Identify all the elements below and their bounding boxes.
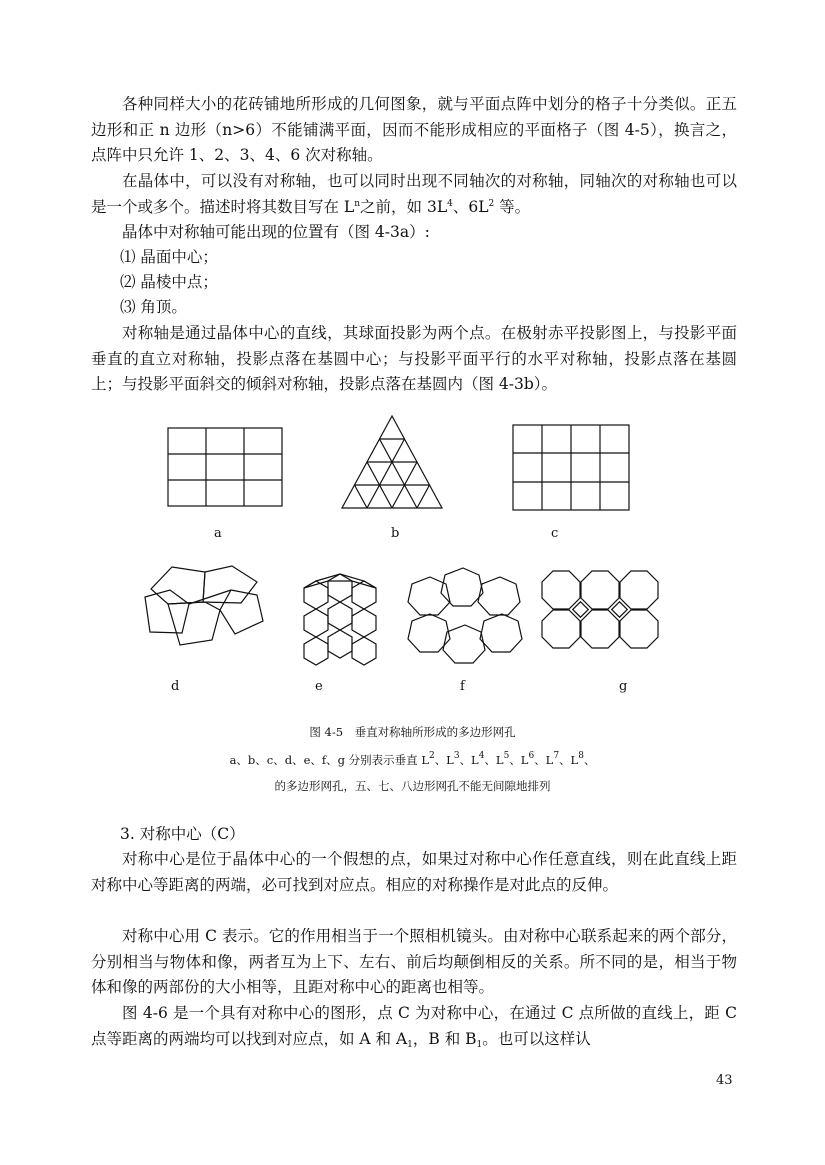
paragraph-tiling: 各种同样大小的花砖铺地所形成的几何图象，就与平面点阵中划分的格子十分类似。正五边形和正 n 边形（n>6）不能铺满平面，因而不能形成相应的平面格子（图 4-5），换言之，点阵中只允许 1、2、3、4、6 次对称轴。: [91, 95, 737, 164]
figure-label-a: a: [214, 526, 222, 541]
list-item: ⑵ 晶棱中点；: [120, 273, 218, 291]
figure-caption-line2: a、b、c、d、e、f、g 分别表示垂直 $L^2$、$L^3$、$L^4$、$L^5$、$L^6$、$L^7$、$L^8$、: [229, 751, 596, 767]
paragraph-center-camera: 对称中心用 C 表示。它的作用相当于一个照相机镜头。由对称中心联系起来的两个部分，分别相当与物体和像，两者互为上下、左右、前后均颠倒相反的关系。所不同的是，相当于物体和像的两部份的大小相等，且距对称中心的距离也相等。: [91, 927, 737, 996]
figure-4-5: [0, 410, 825, 700]
page-number: 43: [716, 1073, 733, 1088]
figure-f-heptagons: [408, 568, 522, 663]
superscript-4: 4: [447, 198, 453, 209]
figure-caption-title: 图 4-5 垂直对称轴所形成的多边形网孔: [309, 725, 516, 739]
list-item: ⑴ 晶面中心；: [120, 248, 218, 266]
figure-label-d: d: [171, 679, 180, 694]
paragraph-figure-4-6: 图 4-6 是一个具有对称中心的图形，点 C 为对称中心，在通过 C 点所做的直线上，距 C 点等距离的两端均可以找到对应点，如 A 和 $A_1$，B 和 $B_1$。也可以这样认: [91, 1004, 737, 1050]
paragraph-axis-count: 在晶体中，可以没有对称轴，也可以同时出现不同轴次的对称轴，同轴次的对称轴也可以是一个或多个。描述时将其数目写在 $L^n$之前，如 $3L^4$、$6L^2$ 等。: [91, 172, 737, 216]
figure-label-c: c: [551, 526, 559, 541]
figure-a-rect-grid: [168, 428, 282, 506]
section-heading: 3. 对称中心（C）: [120, 825, 245, 843]
list-item: ⑶ 角顶。: [120, 298, 187, 316]
figure-d-pentagons: [145, 566, 263, 645]
superscript-n: n: [354, 198, 361, 209]
figure-c-square-grid: [513, 425, 629, 510]
paragraph-center-definition: 对称中心是位于晶体中心的一个假想的点，如果过对称中心作任意直线，则在此直线上距对称中心等距离的两端，必可找到对应点。相应的对称操作是对此点的反伸。: [91, 850, 737, 894]
figure-label-g: g: [619, 679, 628, 694]
figure-g-octagons: [542, 571, 658, 648]
figure-caption-line3: 的多边形网孔，五、七、八边形网孔不能无间隙地排列: [274, 779, 551, 793]
figure-b-triangle-grid: [342, 416, 442, 508]
figure-label-f: f: [460, 679, 465, 694]
paragraph-projection: 对称轴是通过晶体中心的直线，其球面投影为两个点。在极射赤平投影图上，与投影平面垂直的直立对称轴，投影点落在基圆中心；与投影平面平行的水平对称轴，投影点落在基圆上；与投影平面斜交的倾斜对称轴，投影点落在基圆内（图 4-3b）。: [91, 324, 737, 393]
figure-e-hexagons: [304, 574, 376, 665]
figure-label-e: e: [315, 679, 323, 694]
paragraph-axis-positions: 晶体中对称轴可能出现的位置有（图 4-3a）:: [122, 223, 430, 241]
superscript-2: 2: [488, 198, 495, 209]
figure-label-b: b: [391, 526, 400, 541]
